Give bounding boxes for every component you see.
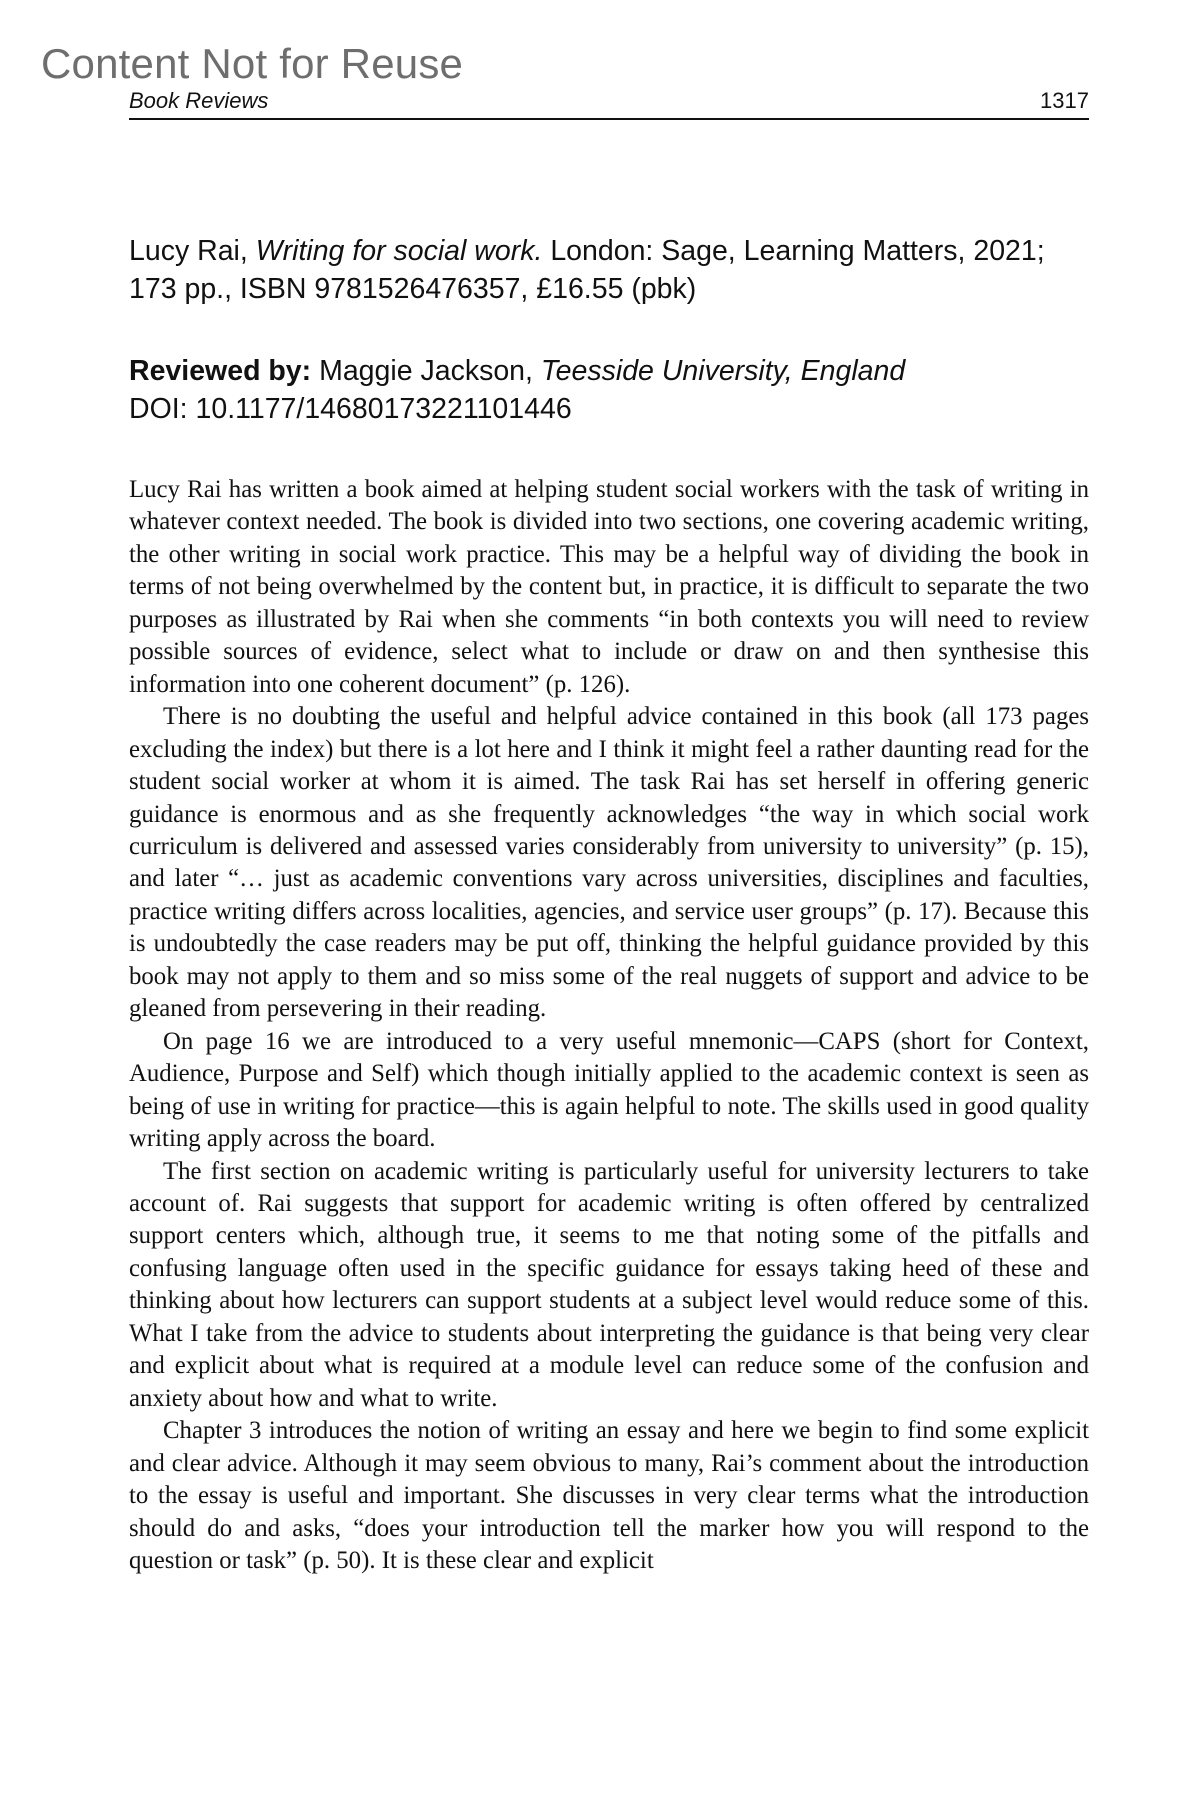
body-paragraph: Chapter 3 introduces the notion of writing an essay and here we begin to find some explicit and clear advice. Although it may seem obvious to many, Rai’s comment about the introduction to the essay is useful and important. She discusses in very clear terms what the introduction should do and asks, “does your introduction tell the marker how you will respond to the question or task” (p. 50). It is these clear and explicit — [129, 1417, 1089, 1574]
reviewer-name: Maggie Jackson, — [319, 355, 533, 387]
review-body — [129, 474, 1089, 1577]
body-paragraph: Lucy Rai has written a book aimed at helping student social workers with the task of writing in whatever context needed. The book is divided into two sections, one covering academic writing, the other writing in social work practice. This may be a helpful way of dividing the book in terms of not being overwhelmed by the content but, in practice, it is difficult to separate the two purposes as illustrated by Rai when she comments “in both contexts you will need to review possible sources of evidence, select what to include or draw on and then synthesise this information into one coherent document” (p. 126). — [129, 476, 1089, 698]
page-number: 1317 — [1040, 88, 1089, 113]
running-head-section: Book Reviews — [129, 88, 269, 113]
reviewer-affiliation: Teesside University, England — [540, 355, 906, 387]
book-author: Lucy Rai, — [129, 235, 248, 267]
doi: DOI: 10.1177/14680173221101446 — [129, 393, 572, 425]
reviewer-line — [129, 352, 1089, 390]
body-paragraph: On page 16 we are introduced to a very useful mnemonic—CAPS (short for Context, Audience, Purpose and Self) which though initially applied to the academic context is seen as being of use in writing for practice—this is again helpful to note. The skills used in good quality writing apply across the board. — [129, 1027, 1089, 1153]
book-details: London: Sage, Learning Matters, 2021; 173 pp., ISBN 9781526476357, £16.55 (pbk) — [129, 235, 1045, 305]
review-meta — [129, 352, 1089, 428]
book-title: Writing for social work. — [255, 235, 543, 267]
body-paragraph: The first section on academic writing is particularly useful for university lecturers to take account of. Rai suggests that support for academic writing is often offered by centralized support centers which, although true, it seems to me that noting some of the pitfalls and confusing language often used in the specific guidance for essays taking heed of these and thinking about how lecturers can support students at a subject level would reduce some of this. What I take from the advice to students about interpreting the guidance is that being very clear and explicit about what is required at a module level can reduce some of the confusion and anxiety about how and what to write. — [129, 1157, 1089, 1412]
reviewed-by-label: Reviewed by: — [129, 355, 312, 387]
watermark: Content Not for Reuse — [41, 40, 464, 87]
book-citation — [129, 232, 1089, 308]
body-paragraph: There is no doubting the useful and helpful advice contained in this book (all 173 pages excluding the index) but there is a lot here and I think it might feel a rather daunting read for the student social worker at whom it is aimed. The task Rai has set herself in offering generic guidance is enormous and as she frequently acknowledges “the way in which social work curriculum is delivered and assessed varies considerably from university to university” (p. 15), and later “… just as academic conventions vary across universities, disciplines and faculties, practice writing differs across localities, agencies, and service user groups” (p. 17). Because this is undoubtedly the case readers may be put off, thinking the helpful guidance provided by this book may not apply to them and so miss some of the real nuggets of support and advice to be gleaned from persevering in their reading. — [129, 703, 1089, 1023]
running-head — [129, 86, 1089, 120]
